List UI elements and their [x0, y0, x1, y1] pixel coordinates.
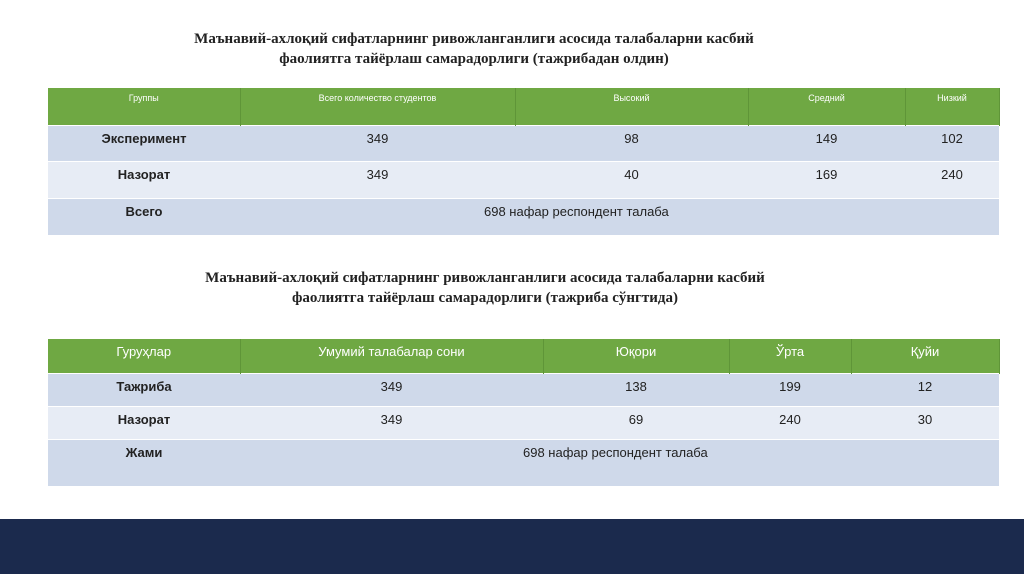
total-text: 698 нафар респондент талаба	[240, 198, 999, 235]
results-table-before	[48, 88, 1000, 235]
table-cell: 349	[240, 406, 543, 439]
row-label: Эксперимент	[48, 125, 240, 161]
footer-bar	[0, 519, 1024, 574]
header-cell: Высокий	[515, 88, 748, 125]
table-row	[48, 125, 999, 161]
header-cell: Ўрта	[729, 339, 851, 373]
header-cell: Қуйи	[851, 339, 999, 373]
table2-title-line2: фаолиятга тайёрлаш самарадорлиги (тажриба сўнгтида)	[292, 290, 678, 306]
table-cell: 40	[515, 161, 748, 198]
table-cell: 98	[515, 125, 748, 161]
table-cell: 240	[729, 406, 851, 439]
table-cell: 349	[240, 125, 515, 161]
table2-title-line1: Маънавий-ахлоқий сифатларнинг ривожланганлиги асосида талабаларни касбий	[205, 270, 765, 286]
header-cell: Группы	[48, 88, 240, 125]
header-cell: Всего количество студентов	[240, 88, 515, 125]
table1-title-line1: Маънавий-ахлоқий сифатларнинг ривожланганлиги асосида талабаларни касбий	[194, 31, 754, 47]
table-cell: 349	[240, 161, 515, 198]
table-row	[48, 161, 999, 198]
total-text: 698 нафар респондент талаба	[240, 439, 999, 486]
row-label: Назорат	[48, 161, 240, 198]
table-cell: 30	[851, 406, 999, 439]
table-total-row	[48, 439, 999, 486]
table-cell: 12	[851, 373, 999, 406]
row-label: Тажриба	[48, 373, 240, 406]
table1-title-line2: фаолиятга тайёрлаш самарадорлиги (тажрибадан олдин)	[279, 51, 669, 67]
header-cell: Средний	[748, 88, 905, 125]
table1-title	[0, 29, 986, 69]
table-cell: 349	[240, 373, 543, 406]
header-cell: Гуруҳлар	[48, 339, 240, 373]
table-header-row	[48, 339, 999, 373]
table-total-row	[48, 198, 999, 235]
table-cell: 102	[905, 125, 999, 161]
header-cell: Юқори	[543, 339, 729, 373]
table-cell: 240	[905, 161, 999, 198]
table-cell: 149	[748, 125, 905, 161]
table-cell: 138	[543, 373, 729, 406]
total-label: Жами	[48, 439, 240, 486]
table-cell: 199	[729, 373, 851, 406]
table-cell: 69	[543, 406, 729, 439]
row-label: Назорат	[48, 406, 240, 439]
header-cell: Низкий	[905, 88, 999, 125]
table-row	[48, 373, 999, 406]
table-cell: 169	[748, 161, 905, 198]
results-table-after	[48, 339, 1000, 486]
table-row	[48, 406, 999, 439]
total-label: Всего	[48, 198, 240, 235]
table2-title	[0, 268, 997, 308]
header-cell: Умумий талабалар сони	[240, 339, 543, 373]
table-header-row	[48, 88, 999, 125]
